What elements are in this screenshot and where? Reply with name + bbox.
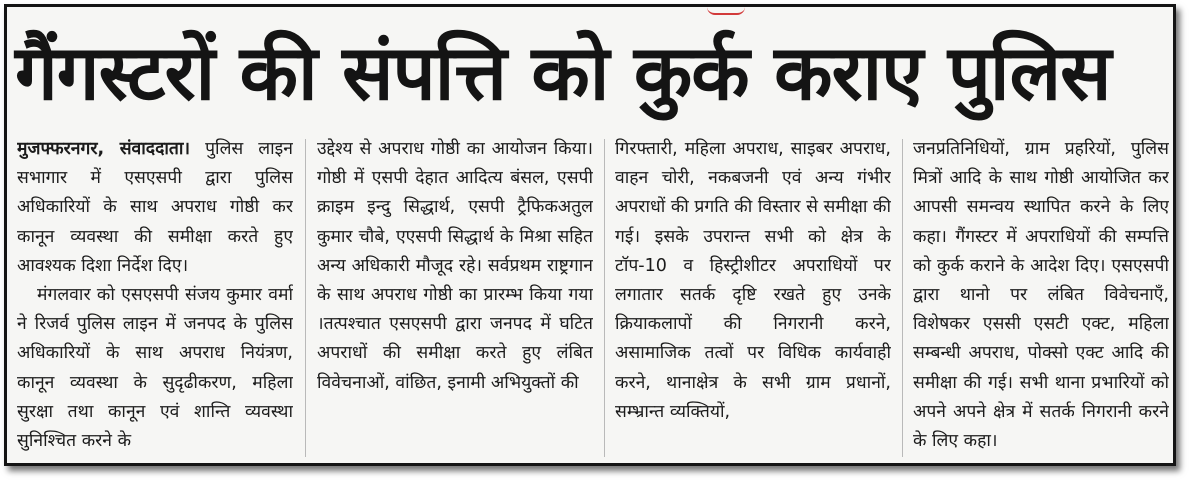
- headline: गैंगस्टरों की संपत्ति को कुर्क कराए पुलिस: [15, 28, 1111, 117]
- column-2: [317, 135, 593, 461]
- column-divider: [305, 139, 306, 457]
- article-columns: [17, 135, 1169, 463]
- paragraph-1: [17, 135, 293, 281]
- newspaper-clipping: [4, 4, 1176, 466]
- column-4-text: जनप्रतिनिधियों, ग्राम प्रहरियों, पुलिस मित्रों आदि के साथ गोष्ठी आयोजित कर आपसी समन्वय स्थापित करने के लिए कहा। गैंगस्टर में अपराधियों की सम्पत्ति को कुर्क कराने के आदेश दिए। एसएसपी द्वारा थानो पर लंबित विवेचनाएँ, विशेषकर एससी एसटी एक्ट, महिला सम्बन्धी अपराध, पोक्सो एक्ट आदि की समीक्षा की गई। सभी थाना प्रभारियों को अपने अपने क्षेत्र में सतर्क निगरानी करने के लिए कहा।: [913, 139, 1169, 452]
- column-2-text: उद्देश्य से अपराध गोष्ठी का आयोजन किया। गोष्ठी में एसपी देहात आदित्य बंसल, एसपी क्राइम इन्दु सिद्धार्थ, एसपी ट्रैफिकअतुल कुमार चौबे, एएसपी सिद्धार्थ के मिश्रा सहित अन्य अधिकारी मौजूद रहे। सर्वप्रथम राष्ट्रगान के साथ अपराध गोष्ठी का प्रारम्भ किया गया ।तत्पश्चात एसएसपी द्वारा जनपद में घटित अपराधों की समीक्षा करते हुए लंबित विवेचनाओं, वांछित, इनामी अभियुक्तों की: [317, 139, 593, 393]
- column-1: [17, 135, 293, 461]
- column-divider: [604, 139, 605, 457]
- column-4: [913, 135, 1169, 461]
- column-3: [615, 135, 891, 461]
- column-3-text: गिरफ्तारी, महिला अपराध, साइबर अपराध, वाहन चोरी, नकबजनी एवं अन्य गंभीर अपराधों की प्रगति की विस्तार से समीक्षा की गई। इसके उपरान्त सभी को क्षेत्र के टॉप-10 व हिस्ट्रीशीटर अपराधियों पर लगातार सतर्क दृष्टि रखते हुए उनके क्रियाकलापों की निगरानी करने, असामाजिक तत्वों पर विधिक कार्यवाही करने, थानाक्षेत्र के सभी ग्राम प्रधानों, सम्भ्रान्त व्यक्तियों,: [615, 139, 891, 422]
- column-divider: [902, 139, 903, 457]
- red-ink-mark: [707, 7, 745, 15]
- dateline: मुजफ्फरनगर, संवाददाता।: [17, 139, 191, 159]
- paragraph-1-text: पुलिस लाइन सभागार में एसएसपी द्वारा पुलिस अधिकारियों के साथ अपराध गोष्ठी कर कानून व्यवस्था की समीक्षा करते हुए आवश्यक दिशा निर्देश दिए।: [17, 139, 293, 276]
- paragraph-2: मंगलवार को एसएसपी संजय कुमार वर्मा ने रिजर्व पुलिस लाइन में जनपद के पुलिस अधिकारियों के साथ अपराध नियंत्रण, कानून व्यवस्था के सुदृढीकरण, महिला सुरक्षा तथा कानून एवं शान्ति व्यवस्था सुनिश्चित करने के: [17, 285, 293, 452]
